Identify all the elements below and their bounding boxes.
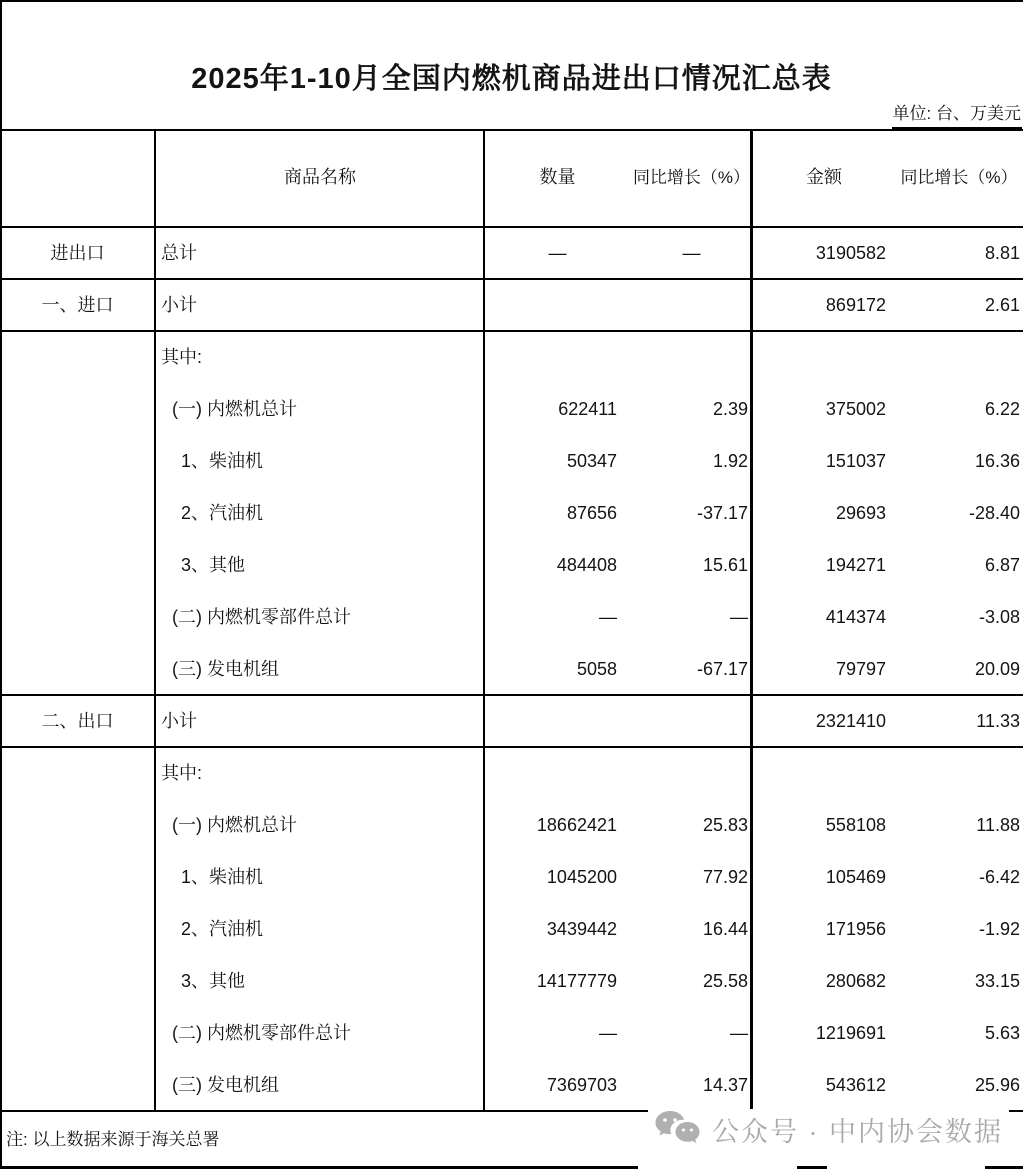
cell-amount [753,748,895,800]
cell-amount-yoy: 5.63 [984,1023,1020,1043]
cell-product: (一) 内燃机总计 [172,399,297,419]
cell-quantity-yoy [630,280,753,330]
cell-category [0,800,155,852]
cell-quantity-yoy: 25.83 [702,815,748,835]
bottom-border-segment [985,1166,1023,1169]
data-table [0,129,1023,1112]
cell-category [0,332,155,384]
cell-quantity-yoy: — [730,1023,748,1043]
cell-quantity-yoy [630,696,753,746]
page-title: 2025年1-10月全国内燃机商品进出口情况汇总表 [191,63,832,95]
table-vline-1 [154,131,156,1112]
cell-product: (一) 内燃机总计 [172,815,297,835]
cell-quantity: 622411 [558,399,617,419]
cell-quantity: 5058 [576,659,617,679]
header-amount: 金额 [806,167,842,187]
cell-product: (二) 内燃机零部件总计 [172,1023,351,1043]
cell-product: 其中: [161,347,203,367]
cell-amount: 280682 [825,971,886,991]
cell-amount: 869172 [825,295,886,315]
watermark-text: 公众号 · 中内协会数据 [712,1116,1003,1147]
cell-quantity-yoy: 25.58 [702,971,748,991]
cell-category [0,1008,155,1060]
cell-amount-yoy: -3.08 [978,607,1020,627]
unit-label: 单位: 台、万美元 [892,101,1022,129]
cell-category [0,384,155,436]
cell-amount-yoy: -6.42 [978,867,1020,887]
cell-category: 二、出口 [41,711,114,731]
cell-quantity-yoy: — [730,607,748,627]
cell-product: 1、柴油机 [181,451,264,471]
frame-border-top [0,0,1023,2]
cell-quantity: — [599,1023,617,1043]
header-amount-yoy: 同比增长（%） [900,168,1018,187]
cell-quantity: 50347 [566,451,617,471]
cell-quantity: 18662421 [536,815,617,835]
cell-amount: 414374 [825,607,886,627]
cell-amount-yoy: 6.87 [984,555,1020,575]
cell-amount: 375002 [825,399,886,419]
cell-category [0,592,155,644]
cell-product: 2、汽油机 [181,503,264,523]
cell-category [0,644,155,694]
cell-product: 其中: [161,763,203,783]
cell-amount: 194271 [825,555,886,575]
cell-quantity-yoy [630,332,753,384]
cell-product: 1、柴油机 [181,867,264,887]
cell-category: 进出口 [50,243,105,263]
cell-quantity: 7369703 [546,1075,617,1095]
cell-category [0,436,155,488]
cell-quantity: 3439442 [546,919,617,939]
watermark [648,1109,1009,1149]
table-vline-thick [750,131,753,1112]
cell-product: 总计 [161,243,197,263]
cell-amount: 1219691 [815,1023,886,1043]
cell-amount-yoy: 2.61 [984,295,1020,315]
cell-product: 2、汽油机 [181,919,264,939]
cell-category [0,852,155,904]
cell-amount: 3190582 [815,243,886,263]
cell-quantity-yoy: — [682,243,701,263]
cell-amount [753,332,895,384]
cell-amount-yoy: 16.36 [974,451,1020,471]
footnote: 注: 以上数据来源于海关总署 [6,1130,220,1149]
cell-amount: 2321410 [815,711,886,731]
cell-category: 一、进口 [41,295,114,315]
table-vline-2 [483,131,485,1112]
bottom-border-segment [797,1166,827,1169]
wechat-icon [654,1110,700,1148]
cell-product: 3、其他 [181,971,246,991]
cell-amount: 79797 [835,659,886,679]
cell-quantity-yoy: 14.37 [702,1075,748,1095]
header-quantity: 数量 [539,167,576,187]
cell-amount-yoy: 20.09 [974,659,1020,679]
header-category [0,131,155,226]
cell-product: (二) 内燃机零部件总计 [172,607,351,627]
cell-category [0,956,155,1008]
cell-amount: 543612 [825,1075,886,1095]
cell-category [0,540,155,592]
cell-amount: 29693 [835,503,886,523]
cell-quantity: 1045200 [546,867,617,887]
cell-quantity: — [599,607,617,627]
cell-amount: 105469 [825,867,886,887]
cell-amount: 151037 [825,451,886,471]
cell-amount-yoy [895,748,1023,800]
cell-product: (三) 发电机组 [172,659,279,679]
cell-quantity-yoy: 1.92 [712,451,748,471]
cell-product: 3、其他 [181,555,246,575]
cell-amount-yoy: 25.96 [974,1075,1020,1095]
cell-quantity: — [548,243,567,263]
cell-amount-yoy [895,332,1023,384]
cell-quantity-yoy: 2.39 [712,399,748,419]
cell-quantity [485,748,630,800]
cell-amount: 171956 [825,919,886,939]
cell-quantity-yoy: 77.92 [702,867,748,887]
cell-category [0,488,155,540]
cell-quantity: 87656 [566,503,617,523]
cell-product: 小计 [161,711,197,731]
cell-quantity-yoy: -67.17 [696,659,748,679]
cell-product: 小计 [161,295,197,315]
cell-quantity: 484408 [556,555,617,575]
cell-quantity [485,332,630,384]
cell-quantity-yoy: -37.17 [696,503,748,523]
header-quantity-yoy: 同比增长（%） [632,168,751,187]
cell-amount-yoy: 11.33 [976,711,1020,731]
cell-amount: 558108 [825,815,886,835]
cell-amount-yoy: -1.92 [978,919,1020,939]
cell-amount-yoy: -28.40 [968,503,1020,523]
cell-amount-yoy: 8.81 [984,243,1020,263]
header-product-name: 商品名称 [284,167,356,187]
cell-amount-yoy: 11.88 [976,815,1020,835]
cell-quantity: 14177779 [536,971,617,991]
cell-product: (三) 发电机组 [172,1075,279,1095]
cell-category [0,904,155,956]
cell-amount-yoy: 33.15 [974,971,1020,991]
cell-quantity-yoy: 15.61 [702,555,748,575]
cell-category [0,748,155,800]
cell-category [0,1060,155,1110]
cell-quantity [485,696,630,746]
cell-amount-yoy: 6.22 [984,399,1020,419]
cell-quantity [485,280,630,330]
bottom-border-segment [0,1166,638,1169]
cell-quantity-yoy: 16.44 [702,919,748,939]
cell-quantity-yoy [630,748,753,800]
